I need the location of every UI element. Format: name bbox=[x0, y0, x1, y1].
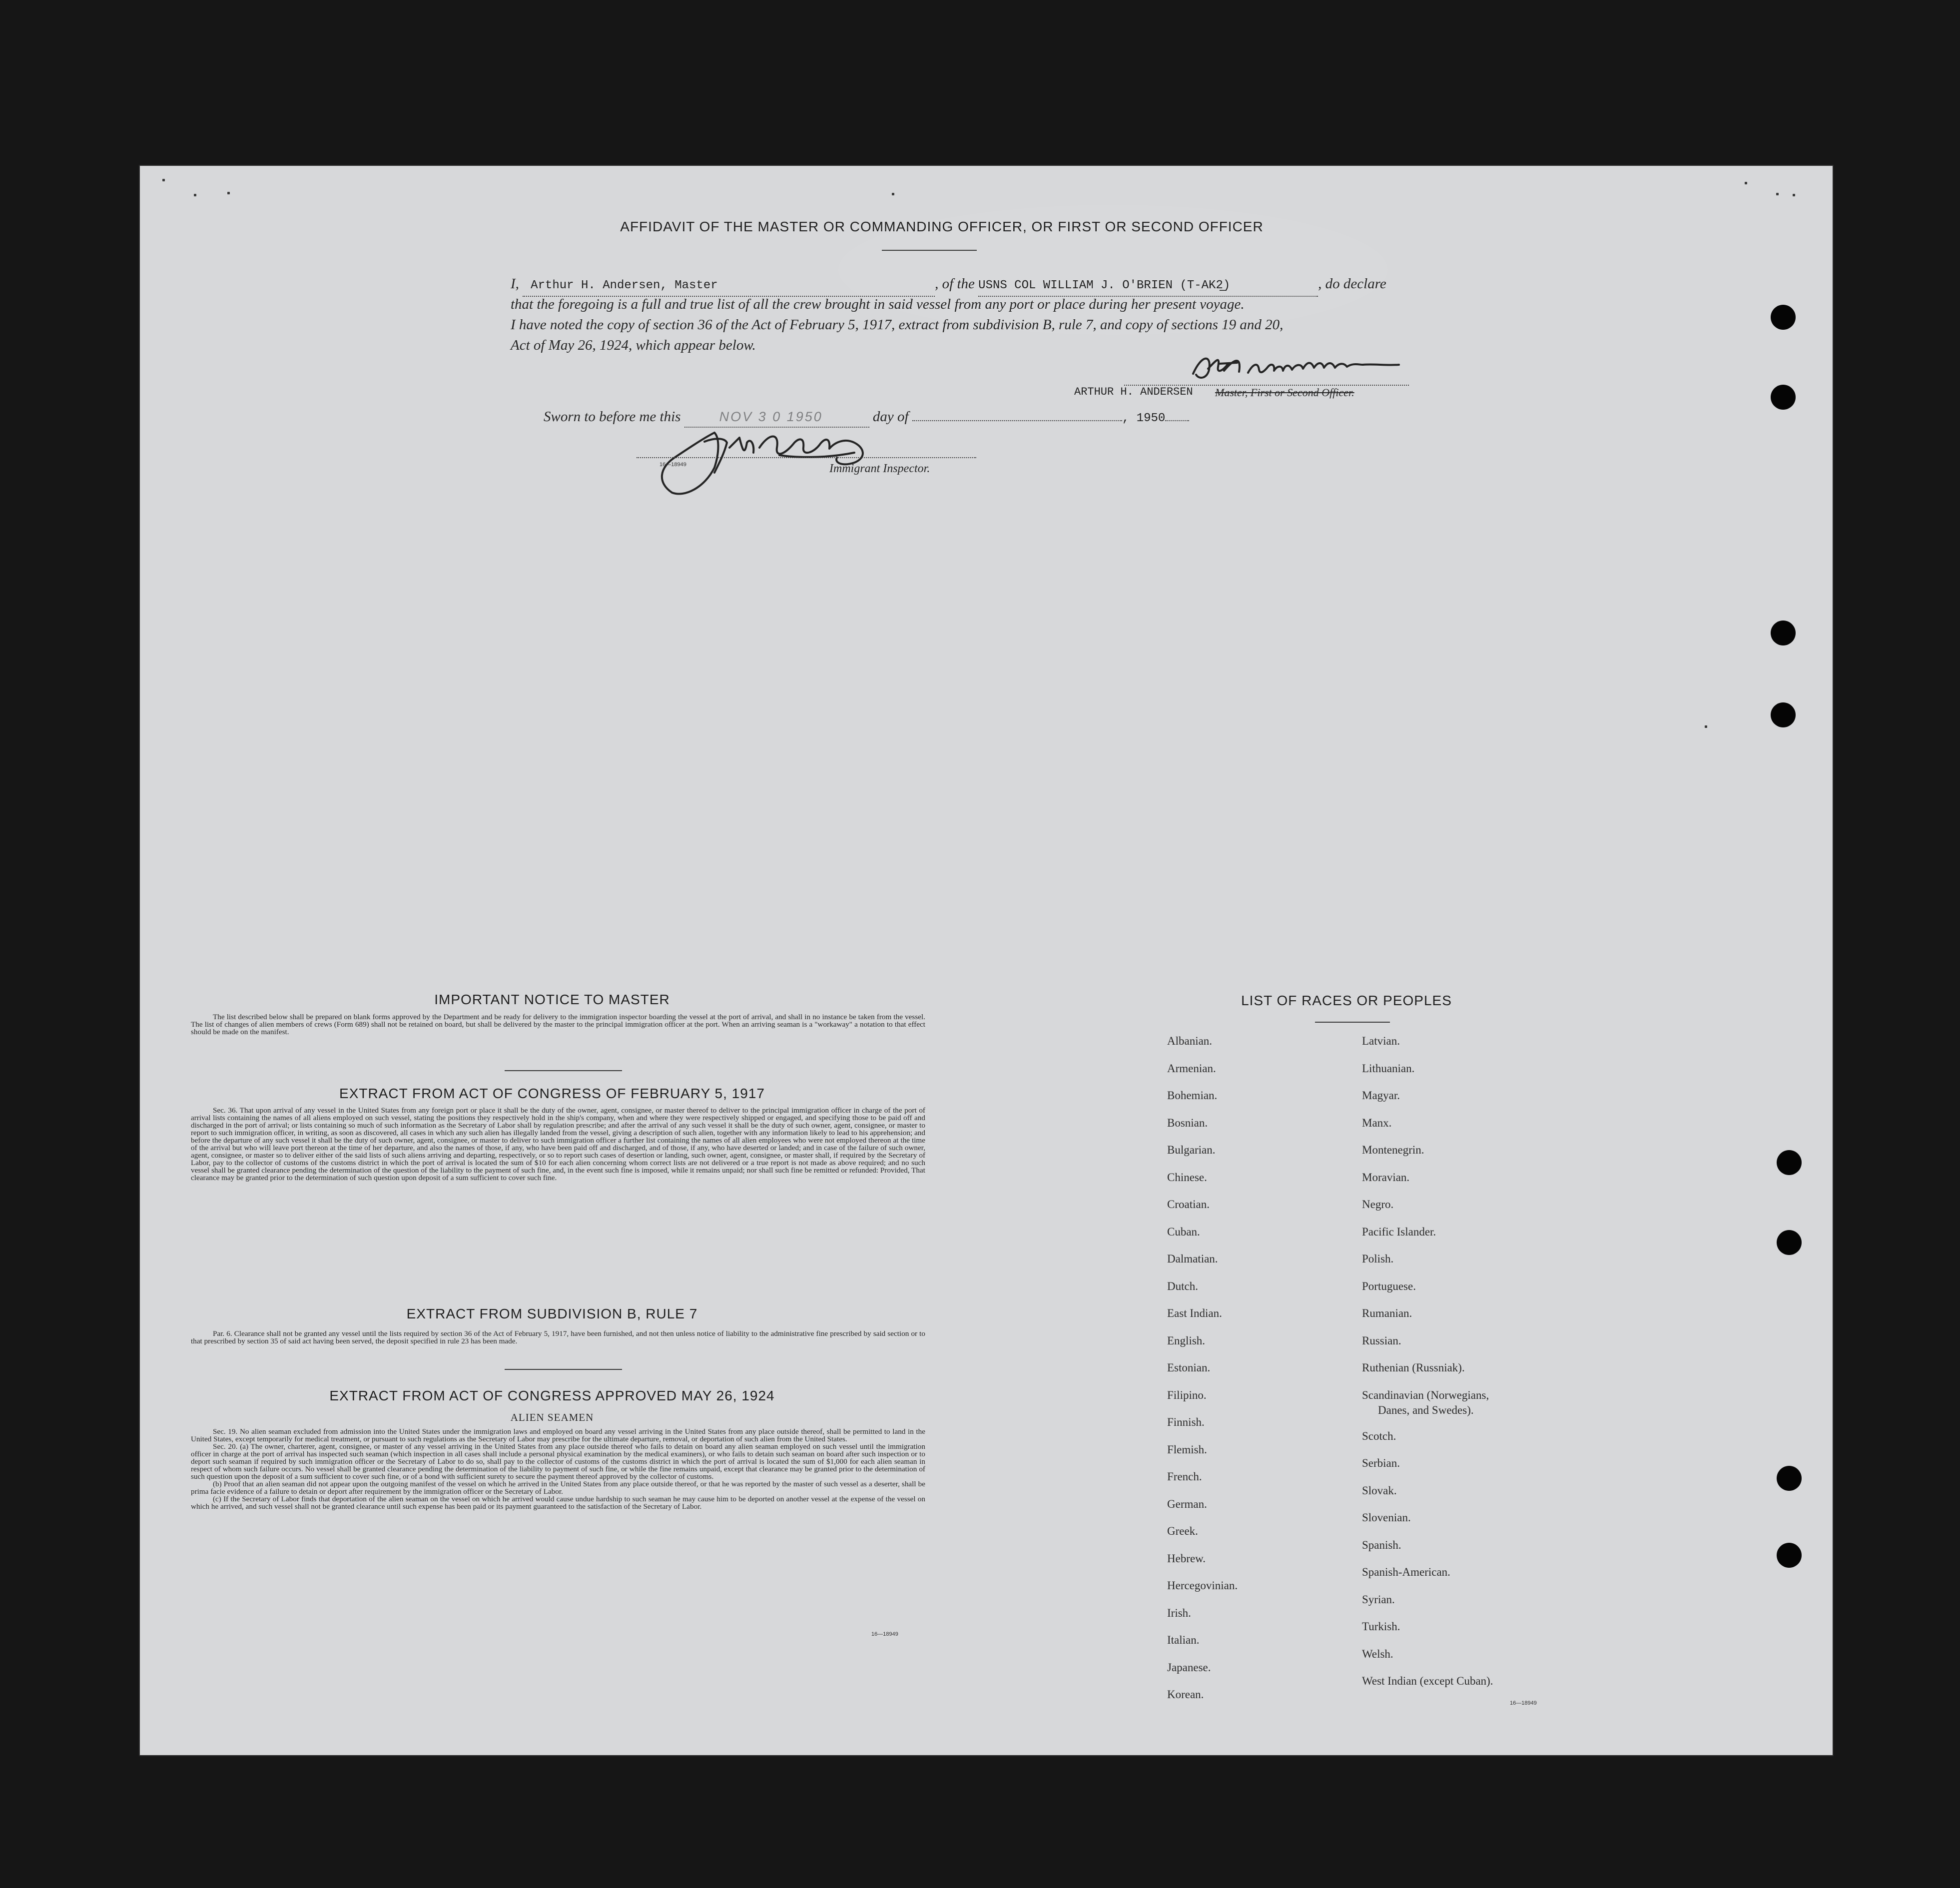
section-rule bbox=[505, 1369, 622, 1370]
punch-hole bbox=[1777, 1230, 1802, 1255]
race-item: Pacific Islander. bbox=[1362, 1225, 1436, 1238]
speck bbox=[1745, 182, 1747, 184]
race-item: Manx. bbox=[1362, 1116, 1392, 1129]
race-item: Russian. bbox=[1362, 1334, 1401, 1347]
race-item: Dalmatian. bbox=[1167, 1253, 1218, 1265]
date-stamp: NOV 3 0 1950 bbox=[719, 409, 823, 424]
speck bbox=[162, 179, 165, 181]
race-item: Welsh. bbox=[1362, 1647, 1393, 1660]
punch-hole bbox=[1771, 702, 1796, 727]
race-item: Portuguese. bbox=[1362, 1279, 1416, 1292]
race-item: Latvian. bbox=[1362, 1035, 1400, 1047]
races-title: LIST OF RACES OR PEOPLES bbox=[1241, 993, 1452, 1008]
race-item: Chinese. bbox=[1167, 1171, 1207, 1184]
race-item: Dutch. bbox=[1167, 1279, 1198, 1292]
race-item-continued: Danes, and Swedes). bbox=[1378, 1403, 1474, 1416]
race-item: Japanese. bbox=[1167, 1661, 1211, 1674]
race-item: Flemish. bbox=[1167, 1443, 1207, 1456]
sec20c-text: (c) If the Secretary of Labor finds that deportation of the alien seaman on the vessel on which he arrived would cause undue hardship to such seaman he may cause him to be deported on another vessel at the expense of the vessel on which he arrived, and such vessel shall not be granted clearance until such expense has been paid or its payment guaranteed to the satisfaction of the Secretary of Labor. bbox=[191, 1495, 925, 1511]
race-item: Magyar. bbox=[1362, 1089, 1400, 1102]
punch-hole bbox=[1777, 1150, 1802, 1175]
i-label: I, bbox=[511, 276, 519, 292]
race-item: Scotch. bbox=[1362, 1429, 1396, 1442]
affidavit-declaration-line2: that the foregoing is a full and true list of all the crew brought in said vessel from any port or place during her present voyage. bbox=[511, 296, 1245, 312]
subdivision-text: Par. 6. Clearance shall not be granted any vessel until the lists required by section 36 of the Act of February 5, 1917, have been furnished, and not then unless notice of liability to the administrative fine prescribed by said section or to that prescribed by section 35 of said act having been served, the deposit specified in rule 23 has been made. bbox=[191, 1329, 925, 1345]
section-rule bbox=[505, 1070, 622, 1071]
extract-1917-body bbox=[191, 1107, 925, 1182]
speck bbox=[892, 193, 894, 195]
speck bbox=[227, 192, 230, 194]
race-item: Scandinavian (Norwegians, bbox=[1362, 1388, 1489, 1401]
race-item: Bohemian. bbox=[1167, 1089, 1218, 1102]
race-item: Lithuanian. bbox=[1362, 1062, 1415, 1075]
races-left-column bbox=[1167, 1035, 1238, 1716]
race-item: Bosnian. bbox=[1167, 1116, 1208, 1129]
year-fill bbox=[1165, 420, 1189, 421]
race-item: Albanian. bbox=[1167, 1035, 1213, 1047]
race-item: Hebrew. bbox=[1167, 1552, 1206, 1565]
race-item: Montenegrin. bbox=[1362, 1144, 1424, 1156]
race-item: French. bbox=[1167, 1470, 1202, 1483]
races-right-column bbox=[1362, 1035, 1493, 1702]
speck bbox=[1776, 193, 1779, 195]
punch-hole bbox=[1771, 385, 1796, 410]
race-item: Greek. bbox=[1167, 1525, 1198, 1537]
race-item: Ruthenian (Russniak). bbox=[1362, 1361, 1465, 1374]
affidavit-declaration-line1 bbox=[511, 274, 1386, 297]
affidavit-form-number: 16—18949 bbox=[659, 462, 686, 468]
punch-hole bbox=[1771, 305, 1796, 330]
signer-typed-name: ARTHUR H. ANDERSEN bbox=[1074, 386, 1193, 398]
sec20b-text: (b) Proof that an alien seaman did not appear upon the outgoing manifest of the vessel on which he arrived in the United States from any place outside thereof, or that he was reported by the master of such vessel as a deserter, shall be prima facie evidence of a failure to detain or deport after requirement by the immigration officer or the Secretary of Labor. bbox=[191, 1480, 925, 1496]
sec19-text: Sec. 19. No alien seaman excluded from admission into the United States under the immigration laws and employed on board any vessel arriving in the United States from any place outside thereof, shall be permitted to land in the United States, except temporarily for medical treatment, or pursuant to such regulations as the Secretary of Labor may prescribe for the ultimate departure, removal, or deportation of such alien from the United States. bbox=[191, 1427, 925, 1443]
do-declare-label: , do declare bbox=[1318, 276, 1386, 292]
races-rule bbox=[1315, 1022, 1390, 1023]
punch-hole bbox=[1777, 1466, 1802, 1491]
day-of-label: day of bbox=[872, 409, 909, 425]
race-item: East Indian. bbox=[1167, 1307, 1222, 1319]
race-item: Hercegovinian. bbox=[1167, 1579, 1238, 1592]
race-item: Rumanian. bbox=[1362, 1307, 1412, 1319]
punch-hole bbox=[1777, 1543, 1802, 1568]
signer-title: Master, First or Second Officer. bbox=[1215, 386, 1354, 399]
race-item: Irish. bbox=[1167, 1606, 1191, 1619]
extract-1917-title: EXTRACT FROM ACT OF CONGRESS OF FEBRUARY 5, 1917 bbox=[339, 1086, 765, 1101]
notice-title: IMPORTANT NOTICE TO MASTER bbox=[434, 992, 670, 1007]
race-item: Italian. bbox=[1167, 1634, 1200, 1646]
of-the-label: , of the bbox=[935, 276, 975, 292]
notice-body bbox=[191, 1013, 925, 1036]
punch-hole bbox=[1771, 621, 1796, 645]
notice-text: The list described below shall be prepared on blank forms approved by the Department and be ready for delivery to the immigration inspector boarding the vessel at the port of arrival, and shall in no instance be taken from the vessel. The list of changes of alien members of crews (Form 689) shall not be retained on board, but shall be delivered by the master to the principal immigration officer at the port. When an arriving seaman is a "workaway" a notation to that effect should be made on the manifest. bbox=[191, 1013, 925, 1036]
sworn-label: Sworn to before me this bbox=[544, 409, 681, 425]
sworn-year: , 1950 bbox=[1122, 412, 1166, 425]
race-item: West Indian (except Cuban). bbox=[1362, 1675, 1493, 1687]
master-name: Arthur H. Andersen, Master bbox=[531, 279, 718, 292]
master-name-field bbox=[523, 274, 935, 297]
subdivision-body bbox=[191, 1330, 925, 1345]
race-item: Turkish. bbox=[1362, 1620, 1400, 1633]
extract-1917-text: Sec. 36. That upon arrival of any vessel in the United States from any foreign port or place it shall be the duty of the owner, agent, consignee, or master thereof to deliver to the principal immigration officer in charge of the port of arrival lists containing the names of all aliens employed on such vessel, stating the positions they respectively hold in the ship's company, when and where they were respectively shipped or engaged, and specifying those to be paid off and discharged in the port of arrival; or lists containing so much of such information as the Secretary of Labor shall by regulation prescribe; and after the arrival of any such vessel it shall be the duty of such owner, agent, consignee, or master to report to such immigration officer, in writing, as soon as discovered, all cases in which any such alien has illegally landed from the vessel, giving a description of such alien, together with any information likely to lead to his apprehension; and before the departure of any such vessel it shall be the duty of such owner, agent, consignee, or master to deliver to such immigration officer a further list containing the names of all alien employees who were not employed thereon at the time of the arrival but who will leave port thereon at the time of her departure, and also the names of those, if any, who have been paid off and discharged, and of those, if any, who have deserted or landed; and in case of the failure of such owner, agent, consignee, or master so to deliver either of the said lists of such aliens arriving and departing, respectively, or so to report such cases of desertion or landing, such owner, agent, consignee, or master shall, if required by the Secretary of Labor, pay to the collector of customs of the customs district in which the port of arrival is located the sum of $10 for each alien concerning whom correct lists are not delivered or a true report is not made as above required; and no such vessel shall be granted clearance pending the determination of the question of the liability to the payment of such fine, and, in the event such fine is imposed, while it remains unpaid; nor shall such fine be remitted or refunded: Provided, That clearance may be granted prior to the determination of such question upon deposit of a sum sufficient to cover such fine. bbox=[191, 1106, 925, 1182]
race-item: Cuban. bbox=[1167, 1225, 1200, 1238]
race-item: Slovak. bbox=[1362, 1484, 1397, 1497]
sec20a-text: Sec. 20. (a) The owner, charterer, agent, consignee, or master of any vessel arriving in the United States from any place outside thereof who fails to detain on board any alien seaman employed on such vessel until the immigration officer in charge at the port of arrival has inspected such seaman (which inspection in all cases shall include a personal physical examination by the medical examiners), or who fails to detain such seaman on board after such inspection or to deport such seaman if required by such immigration officer or the Secretary of Labor to do so, shall pay to the collector of customs of the customs district in which the port of arrival is located the sum of $1,000 for each alien seaman in respect of whom such failure occurs. No vessel shall be granted clearance pending the determination of the liability to payment of such fine, or while the fine remains unpaid, except that clearance may be granted prior to the determination of such question upon the deposit of a sum sufficient to cover such fine, or of a bond with sufficient surety to secure the payment thereof approved by the collector of customs. bbox=[191, 1442, 925, 1481]
vessel-field bbox=[978, 274, 1318, 297]
race-item: Polish. bbox=[1362, 1253, 1394, 1265]
races-form-number: 16—18949 bbox=[1510, 1700, 1537, 1706]
race-item: Negro. bbox=[1362, 1198, 1394, 1211]
affidavit-declaration-line4: Act of May 26, 1924, which appear below. bbox=[511, 337, 756, 353]
race-item: Estonian. bbox=[1167, 1361, 1211, 1374]
race-item: Armenian. bbox=[1167, 1062, 1216, 1075]
title-rule bbox=[882, 250, 977, 251]
extract-1924-body bbox=[191, 1428, 925, 1510]
speck bbox=[194, 194, 196, 196]
race-item: Finnish. bbox=[1167, 1416, 1205, 1428]
speck bbox=[1793, 194, 1795, 196]
race-item: Filipino. bbox=[1167, 1388, 1207, 1401]
race-item: Spanish. bbox=[1362, 1538, 1401, 1551]
race-item: Slovenian. bbox=[1362, 1511, 1411, 1524]
document-page bbox=[139, 165, 1834, 1756]
vessel-name: USNS COL WILLIAM J. O'BRIEN (T-AK2̲) bbox=[978, 279, 1231, 292]
race-item: German. bbox=[1167, 1497, 1207, 1510]
race-item: Croatian. bbox=[1167, 1198, 1210, 1211]
speck bbox=[1705, 725, 1707, 728]
extract-1924-subtitle: ALIEN SEAMEN bbox=[510, 1411, 594, 1423]
extract-1924-title: EXTRACT FROM ACT OF CONGRESS APPROVED MAY 26, 1924 bbox=[329, 1388, 775, 1403]
race-item: Korean. bbox=[1167, 1688, 1204, 1701]
race-item: Bulgarian. bbox=[1167, 1144, 1216, 1156]
inspector-label: Immigrant Inspector. bbox=[829, 462, 930, 475]
race-item: Spanish-American. bbox=[1362, 1566, 1450, 1578]
inspector-signature-line bbox=[637, 457, 976, 458]
extract-form-number: 16—18949 bbox=[871, 1631, 898, 1637]
race-item: Moravian. bbox=[1362, 1171, 1410, 1184]
race-item: Serbian. bbox=[1362, 1457, 1400, 1469]
race-item: English. bbox=[1167, 1334, 1206, 1347]
affidavit-declaration-line3: I have noted the copy of section 36 of the Act of February 5, 1917, extract from subdivision B, rule 7, and copy of sections 19 and 20, bbox=[511, 317, 1284, 333]
race-item: Syrian. bbox=[1362, 1593, 1395, 1606]
affidavit-title: AFFIDAVIT OF THE MASTER OR COMMANDING OFFICER, OR FIRST OR SECOND OFFICER bbox=[620, 219, 1264, 234]
subdivision-title: EXTRACT FROM SUBDIVISION B, RULE 7 bbox=[406, 1306, 698, 1321]
